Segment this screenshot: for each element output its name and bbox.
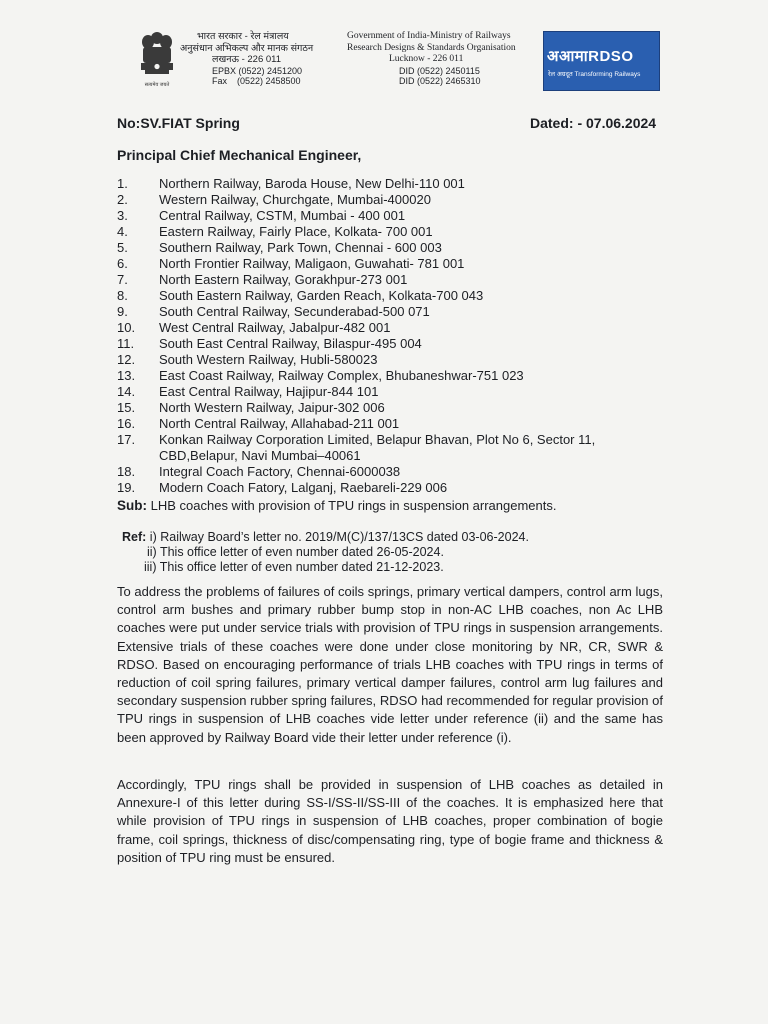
list-item (117, 368, 677, 384)
list-number: 7. (117, 272, 128, 287)
list-text: Konkan Railway Corporation Limited, Belapur Bhavan, Plot No 6, Sector 11, CBD,Belapur, Navi Mumbai–40061 (159, 432, 596, 463)
addressee: Principal Chief Mechanical Engineer, (117, 147, 362, 163)
list-number: 15. (117, 400, 136, 415)
logo-tagline: रेल अग्रदूत Transforming Railways (548, 71, 641, 78)
did-number-2: DID (0522) 2465310 (399, 75, 481, 86)
list-item (117, 320, 677, 336)
list-number: 1. (117, 176, 128, 191)
reference-item: i) Railway Board’s letter no. 2019/M(C)/137/13CS dated 03-06-2024. (149, 530, 529, 544)
body-paragraph-1: To address the problems of failures of coils springs, primary vertical dampers, control arm lugs, control arm bushes and primary rubber bump stop in non-AC LHB coaches, non Ac LHB coaches were put under service trials with provision of TPU rings in suspension arrangements. Extensive trials of these coaches were done under close monitoring by NR, CR, SWR & RDSO. Based on encouraging performance of trials LHB coaches with TPU rings in terms of reduction of coil spring failures, primary vertical damper failures, control arm lug failures and secondary suspension rubber spring failures, RDSO had recommended for regular provision of TPU rings in suspension of LHB coaches vide letter under reference (ii) and the same has been approved by Railway Board vide their letter under reference (i). (117, 584, 663, 745)
state-emblem-icon (137, 30, 177, 92)
list-text: Northern Railway, Baroda House, New Delhi-110 001 (159, 176, 465, 191)
english-line-3: Lucknow - 226 011 (389, 54, 464, 64)
list-text: South Western Railway, Hubli-580023 (159, 352, 378, 367)
list-item (117, 288, 677, 304)
list-item (117, 224, 677, 240)
list-text: North Central Railway, Allahabad-211 001 (159, 416, 400, 431)
list-text: Eastern Railway, Fairly Place, Kolkata- 700 001 (159, 224, 433, 239)
list-text: East Central Railway, Hajipur-844 101 (159, 384, 379, 399)
references-block (122, 530, 529, 575)
list-number: 11. (117, 336, 135, 351)
list-number: 9. (117, 304, 128, 319)
subject-line (117, 498, 717, 513)
list-item (117, 384, 677, 400)
list-text: South Central Railway, Secunderabad-500 071 (159, 304, 430, 319)
subject-text: LHB coaches with provision of TPU rings in suspension arrangements. (150, 498, 557, 513)
list-text: Western Railway, Churchgate, Mumbai-400020 (159, 192, 431, 207)
list-number: 3. (117, 208, 128, 223)
list-item (117, 192, 677, 208)
list-item (117, 400, 677, 416)
list-item (117, 256, 677, 272)
list-text: North Frontier Railway, Maligaon, Guwahati- 781 001 (159, 256, 465, 271)
list-text: Southern Railway, Park Town, Chennai - 600 003 (159, 240, 442, 255)
letter-date: Dated: - 07.06.2024 (530, 115, 657, 131)
list-item (117, 432, 677, 464)
epbx-number: EPBX (0522) 2451200 (212, 65, 303, 76)
letterhead-english (347, 31, 537, 86)
english-line-2: Research Designs & Standards Organisation (347, 42, 516, 53)
english-line-1: Government of India-Ministry of Railways (347, 31, 511, 41)
ref-label: Ref: (122, 530, 147, 544)
hindi-line-1: भारत सरकार - रेल मंत्रालय (197, 31, 289, 42)
list-number: 10. (117, 320, 136, 335)
list-text: North Eastern Railway, Gorakhpur-273 001 (159, 272, 408, 287)
list-number: 17. (117, 432, 136, 447)
reference-item: iii) This office letter of even number dated 21-12-2023. (144, 560, 444, 574)
rdso-logo (543, 31, 660, 91)
list-text: East Coast Railway, Railway Complex, Bhubaneshwar-751 023 (159, 368, 524, 383)
list-item (117, 176, 677, 192)
list-item (117, 336, 677, 352)
list-text: West Central Railway, Jabalpur-482 001 (159, 320, 391, 335)
list-number: 12. (117, 352, 136, 367)
list-number: 14. (117, 384, 136, 399)
list-text: North Western Railway, Jaipur-302 006 (159, 400, 385, 415)
hindi-line-3: लखनऊ - 226 011 (212, 54, 282, 65)
list-item (117, 352, 677, 368)
subject-label: Sub: (117, 498, 147, 513)
railway-address-list (117, 176, 677, 496)
hindi-line-2: अनुसंधान अभिकल्प और मानक संगठन (180, 42, 314, 54)
list-number: 18. (117, 464, 136, 479)
list-number: 4. (117, 224, 128, 239)
list-number: 13. (117, 368, 136, 383)
list-item (117, 464, 677, 480)
list-number: 8. (117, 288, 128, 303)
list-item (117, 272, 677, 288)
list-item (117, 240, 677, 256)
letterhead-hindi (180, 31, 340, 86)
list-number: 6. (117, 256, 128, 271)
list-text: Modern Coach Fatory, Lalganj, Raebareli-229 006 (159, 480, 448, 495)
list-item (117, 208, 677, 224)
body-paragraph-2: Accordingly, TPU rings shall be provided in suspension of LHB coaches as detailed in Annexure-I of this letter during SS-I/SS-II/SS-III of the coaches. It is emphasized here that while provision of TPU rings in suspension of LHB coaches, proper combination of bogie frame, coil springs, thickness of disc/compensating ring, type of bogie frame and thickness & position of TPU ring must be ensured. (117, 777, 663, 865)
letter-reference-number: No:SV.FIAT Spring (117, 115, 240, 131)
list-text: South Eastern Railway, Garden Reach, Kolkata-700 043 (159, 288, 484, 303)
list-number: 5. (117, 240, 128, 255)
list-item (117, 304, 677, 320)
list-text: Central Railway, CSTM, Mumbai - 400 001 (159, 208, 406, 223)
list-number: 16. (117, 416, 136, 431)
list-item (117, 416, 677, 432)
logo-text: अआमाRDSO (547, 48, 634, 65)
did-number-1: DID (0522) 2450115 (399, 65, 480, 76)
fax-number: Fax (0522) 2458500 (212, 75, 301, 86)
list-text: Integral Coach Factory, Chennai-6000038 (159, 464, 401, 479)
list-number: 2. (117, 192, 128, 207)
list-number: 19. (117, 480, 136, 495)
reference-item: ii) This office letter of even number dated 26-05-2024. (147, 545, 444, 559)
list-item (117, 480, 677, 496)
svg-text:सत्यमेव जयते: सत्यमेव जयते (144, 82, 170, 88)
list-text: South East Central Railway, Bilaspur-495 004 (159, 336, 422, 351)
